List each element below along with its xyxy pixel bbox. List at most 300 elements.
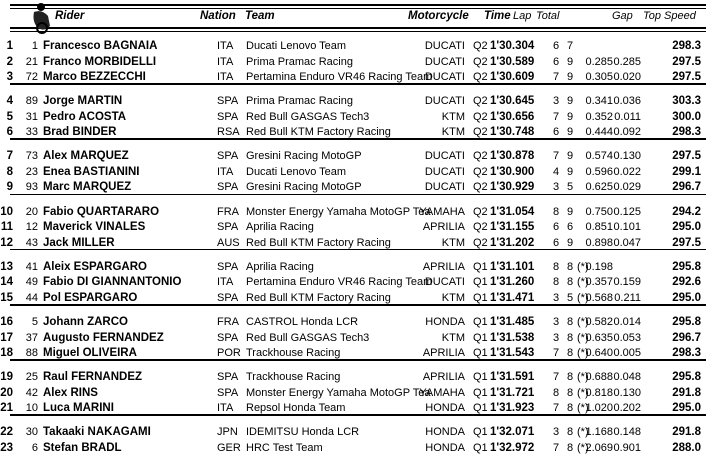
cell-name: Marco BEZZECCHI [43, 71, 146, 83]
header-rule-top-2 [10, 8, 706, 9]
cell-spd: 288.0 [672, 441, 701, 454]
cell-gap: 0.444 [585, 126, 613, 139]
cell-num: 33 [25, 126, 38, 139]
cell-spd: 294.2 [672, 205, 701, 218]
cell-spd: 298.3 [672, 126, 701, 139]
cell-pos: 13 [0, 260, 13, 273]
cell-spd: 295.8 [672, 260, 701, 273]
cell-spd: 299.1 [672, 165, 701, 178]
cell-spd: 303.3 [672, 95, 701, 108]
cell-gap2: 0.148 [613, 426, 641, 439]
cell-team: Monster Energy Yamaha MotoGP Tea [246, 205, 431, 218]
cell-spd: 295.0 [672, 291, 701, 304]
cell-tot: 9 [567, 165, 574, 178]
header-gap: Gap [612, 10, 633, 22]
group-separator [10, 83, 706, 85]
cell-moto: APRILIA [422, 260, 465, 273]
cell-moto: KTM [441, 291, 465, 304]
cell-gap: 0.285 [585, 55, 613, 68]
cell-name: Marc MARQUEZ [43, 181, 132, 194]
cell-sess: Q2 [473, 40, 488, 52]
cell-gap2: 0.029 [613, 181, 641, 194]
cell-num: 6 [31, 441, 38, 454]
cell-pos: 16 [0, 316, 13, 328]
cell-gap2: 0.014 [613, 316, 641, 328]
cell-time: 1'30.929 [490, 181, 535, 194]
cell-nat: FRA [217, 205, 239, 218]
cell-pos: 12 [0, 236, 13, 249]
group-separator [10, 414, 706, 416]
cell-tot: 5 [567, 291, 574, 304]
cell-num: 12 [25, 221, 38, 234]
cell-nat: SPA [217, 221, 239, 234]
cell-moto: DUCATI [424, 55, 465, 68]
cell-lap: 7 [553, 150, 560, 163]
cell-name: Alex RINS [43, 386, 98, 399]
cell-gap: 0.341 [585, 95, 613, 108]
cell-time: 1'31.591 [490, 371, 535, 384]
cell-lap: 7 [553, 110, 560, 123]
cell-num: 1 [31, 40, 38, 52]
cell-spd: 297.5 [672, 71, 701, 83]
cell-moto: DUCATI [424, 71, 465, 83]
cell-lap: 3 [553, 426, 560, 439]
cell-name: Fabio QUARTARARO [43, 205, 160, 218]
cell-pos: 2 [6, 55, 13, 68]
cell-num: 23 [25, 165, 38, 178]
cell-nat: ITA [217, 402, 234, 415]
cell-tot: 9 [567, 110, 574, 123]
cell-ast: (*) [577, 316, 589, 328]
cell-pos: 20 [0, 386, 13, 399]
cell-ast: (*) [577, 331, 589, 344]
group-separator [10, 249, 706, 251]
cell-pos: 23 [0, 441, 13, 454]
cell-nat: SPA [217, 110, 239, 123]
cell-nat: GER [217, 441, 241, 454]
result-row [0, 387, 706, 402]
cell-tot: 6 [567, 221, 574, 234]
header-lap: Lap [513, 10, 532, 22]
cell-spd: 298.3 [672, 40, 701, 52]
cell-gap: 0.357 [585, 276, 613, 289]
cell-spd: 291.8 [672, 386, 701, 399]
cell-moto: APRILIA [422, 371, 465, 384]
cell-name: Franco MORBIDELLI [43, 55, 157, 68]
cell-tot: 8 [567, 347, 574, 359]
cell-gap: 0.851 [585, 221, 613, 234]
cell-gap2: 0.130 [613, 386, 641, 399]
cell-sess: Q1 [473, 276, 488, 289]
cell-gap: 1.020 [585, 402, 613, 415]
cell-tot: 5 [567, 181, 574, 194]
cell-team: Pertamina Enduro VR46 Racing Team [246, 276, 433, 289]
cell-pos: 10 [0, 205, 13, 218]
cell-time: 1'31.721 [490, 386, 535, 399]
cell-tot: 8 [567, 276, 574, 289]
cell-tot: 8 [567, 260, 574, 273]
cell-moto: DUCATI [424, 276, 465, 289]
cell-sess: Q2 [473, 126, 488, 139]
cell-sess: Q2 [473, 181, 488, 194]
cell-nat: ITA [217, 71, 234, 83]
cell-tot: 9 [567, 126, 574, 139]
cell-team: Red Bull GASGAS Tech3 [246, 331, 370, 344]
group-separator [10, 194, 706, 196]
cell-spd: 296.7 [672, 331, 701, 344]
cell-gap: 0.582 [585, 316, 613, 328]
cell-lap: 6 [553, 55, 560, 68]
result-row [0, 95, 706, 110]
cell-lap: 3 [553, 181, 560, 194]
cell-lap: 3 [553, 291, 560, 304]
cell-moto: YAMAHA [419, 386, 465, 399]
cell-nat: SPA [217, 386, 239, 399]
cell-nat: SPA [217, 150, 239, 163]
cell-pos: 5 [6, 110, 13, 123]
cell-spd: 292.6 [672, 276, 701, 289]
cell-num: 31 [25, 110, 38, 123]
cell-time: 1'30.645 [490, 95, 535, 108]
cell-spd: 297.5 [672, 236, 701, 249]
cell-nat: ITA [217, 276, 234, 289]
cell-nat: SPA [217, 95, 239, 108]
cell-ast: (*) [577, 276, 589, 289]
header-top-speed: Top Speed [643, 10, 696, 22]
header-rule-bottom [10, 27, 706, 29]
cell-tot: 9 [567, 236, 574, 249]
cell-nat: SPA [217, 260, 239, 273]
cell-lap: 8 [553, 260, 560, 273]
cell-moto: DUCATI [424, 40, 465, 52]
cell-lap: 7 [553, 402, 560, 415]
cell-moto: DUCATI [424, 150, 465, 163]
cell-gap2: 0.202 [613, 402, 641, 415]
cell-time: 1'31.485 [490, 316, 535, 328]
cell-time: 1'30.304 [490, 40, 535, 52]
cell-ast: (*) [577, 426, 589, 439]
cell-gap2: 0.020 [613, 71, 641, 83]
cell-nat: SPA [217, 331, 239, 344]
cell-gap: 0.568 [585, 291, 613, 304]
result-row [0, 332, 706, 347]
cell-time: 1'30.589 [490, 55, 535, 68]
cell-tot: 8 [567, 386, 574, 399]
cell-pos: 11 [0, 221, 13, 234]
cell-gap: 0.640 [585, 347, 613, 359]
cell-team: Aprilia Racing [246, 260, 314, 273]
cell-name: Brad BINDER [43, 126, 117, 139]
cell-num: 88 [25, 347, 38, 359]
cell-tot: 8 [567, 402, 574, 415]
cell-moto: DUCATI [424, 165, 465, 178]
cell-tot: 8 [567, 371, 574, 384]
cell-gap2: 0.092 [613, 126, 641, 139]
cell-team: Prima Pramac Racing [246, 95, 353, 108]
cell-lap: 6 [553, 40, 560, 52]
cell-spd: 291.8 [672, 426, 701, 439]
cell-spd: 295.0 [672, 221, 701, 234]
result-row [0, 166, 706, 181]
result-row [0, 426, 706, 441]
cell-moto: APRILIA [422, 221, 465, 234]
cell-pos: 3 [6, 71, 13, 83]
result-row [0, 40, 706, 55]
cell-lap: 8 [553, 205, 560, 218]
cell-gap2: 0.125 [613, 205, 641, 218]
cell-spd: 295.8 [672, 371, 701, 384]
header-rule-bottom-2 [10, 31, 706, 32]
result-row [0, 261, 706, 276]
result-row [0, 221, 706, 236]
cell-lap: 6 [553, 221, 560, 234]
header-total: Total [536, 10, 560, 22]
cell-sess: Q2 [473, 150, 488, 163]
cell-ast: (*) [577, 386, 589, 399]
cell-gap2: 0.159 [613, 276, 641, 289]
result-row [0, 276, 706, 291]
cell-sess: Q2 [473, 236, 488, 249]
cell-pos: 4 [6, 95, 13, 108]
cell-nat: FRA [217, 316, 239, 328]
cell-sess: Q2 [473, 55, 488, 68]
result-row [0, 111, 706, 126]
cell-name: Fabio DI GIANNANTONIO [43, 276, 182, 289]
cell-gap2: 0.101 [613, 221, 641, 234]
cell-gap: 1.168 [585, 426, 613, 439]
result-row [0, 206, 706, 221]
cell-num: 43 [25, 236, 38, 249]
cell-name: Pedro ACOSTA [43, 110, 127, 123]
cell-team: Pertamina Enduro VR46 Racing Team [246, 71, 433, 83]
cell-pos: 9 [6, 181, 13, 194]
group-separator [10, 304, 706, 306]
cell-spd: 295.0 [672, 402, 701, 415]
cell-sess: Q1 [473, 260, 488, 273]
cell-gap: 0.574 [585, 150, 613, 163]
cell-pos: 6 [6, 126, 13, 139]
cell-team: HRC Test Team [246, 441, 323, 454]
cell-tot: 8 [567, 316, 574, 328]
result-row [0, 56, 706, 71]
cell-sess: Q1 [473, 441, 488, 454]
cell-team: Ducati Lenovo Team [246, 40, 347, 52]
cell-name: Augusto FERNANDEZ [43, 331, 164, 344]
cell-ast: (*) [577, 441, 589, 454]
cell-num: 5 [31, 316, 38, 328]
cell-moto: KTM [441, 236, 465, 249]
cell-moto: HONDA [425, 441, 465, 454]
cell-sess: Q1 [473, 331, 488, 344]
cell-spd: 300.0 [672, 110, 701, 123]
cell-name: Stefan BRADL [43, 441, 122, 454]
header-time: Time [484, 10, 511, 22]
cell-ast: (*) [577, 402, 589, 415]
cell-lap: 6 [553, 126, 560, 139]
cell-tot: 9 [567, 205, 574, 218]
cell-lap: 3 [553, 316, 560, 328]
cell-lap: 7 [553, 347, 560, 359]
cell-nat: SPA [217, 181, 239, 194]
cell-lap: 4 [553, 165, 560, 178]
cell-name: Maverick VIÑALES [43, 221, 146, 234]
cell-pos: 19 [0, 371, 13, 384]
cell-sess: Q1 [473, 316, 488, 328]
cell-gap2: 0.053 [613, 331, 641, 344]
cell-name: Pol ESPARGARO [43, 291, 138, 304]
cell-spd: 297.5 [672, 150, 701, 163]
cell-moto: KTM [441, 126, 465, 139]
cell-ast: (*) [577, 291, 589, 304]
header-rule-top [10, 4, 706, 6]
cell-name: Luca MARINI [43, 402, 114, 415]
cell-moto: HONDA [425, 316, 465, 328]
cell-sess: Q2 [473, 165, 488, 178]
cell-gap: 0.635 [585, 331, 613, 344]
cell-tot: 9 [567, 71, 574, 83]
cell-team: IDEMITSU Honda LCR [246, 426, 360, 439]
cell-moto: HONDA [425, 426, 465, 439]
cell-pos: 22 [0, 426, 13, 439]
cell-time: 1'30.656 [490, 110, 535, 123]
cell-gap2: 0.022 [613, 165, 641, 178]
cell-pos: 8 [6, 165, 13, 178]
header-motorcycle: Motorcycle [408, 10, 469, 22]
cell-name: Miguel OLIVEIRA [43, 347, 137, 359]
cell-sess: Q2 [473, 95, 488, 108]
cell-ast: (*) [577, 347, 589, 359]
cell-team: Red Bull KTM Factory Racing [246, 291, 391, 304]
cell-tot: 9 [567, 55, 574, 68]
cell-moto: HONDA [425, 402, 465, 415]
cell-ast: (*) [577, 371, 589, 384]
cell-time: 1'31.543 [490, 347, 535, 359]
cell-num: 21 [25, 55, 38, 68]
cell-moto: KTM [441, 110, 465, 123]
cell-team: CASTROL Honda LCR [246, 316, 359, 328]
cell-lap: 6 [553, 236, 560, 249]
cell-num: 49 [25, 276, 38, 289]
cell-gap: 0.198 [585, 260, 613, 273]
cell-gap: 0.688 [585, 371, 613, 384]
result-row [0, 150, 706, 165]
cell-team: Trackhouse Racing [246, 371, 341, 384]
cell-team: Aprilia Racing [246, 221, 314, 234]
cell-gap2: 0.130 [613, 150, 641, 163]
cell-num: 30 [25, 426, 38, 439]
cell-moto: DUCATI [424, 181, 465, 194]
cell-time: 1'32.071 [490, 426, 535, 439]
cell-name: Takaaki NAKAGAMI [43, 426, 151, 439]
cell-sess: Q1 [473, 426, 488, 439]
cell-time: 1'30.748 [490, 126, 535, 139]
cell-sess: Q1 [473, 291, 488, 304]
cell-sess: Q2 [473, 221, 488, 234]
cell-sess: Q2 [473, 71, 488, 83]
cell-name: Raul FERNANDEZ [43, 371, 143, 384]
cell-tot: 8 [567, 426, 574, 439]
cell-name: Francesco BAGNAIA [43, 40, 158, 52]
cell-sess: Q1 [473, 371, 488, 384]
cell-nat: POR [217, 347, 241, 359]
cell-gap: 0.750 [585, 205, 613, 218]
cell-lap: 8 [553, 386, 560, 399]
header-rider: Rider [55, 10, 85, 22]
cell-team: Repsol Honda Team [246, 402, 346, 415]
cell-team: Gresini Racing MotoGP [246, 181, 362, 194]
header-team: Team [245, 10, 275, 22]
cell-team: Monster Energy Yamaha MotoGP Tea [246, 386, 431, 399]
group-separator [10, 138, 706, 140]
cell-time: 1'31.202 [490, 236, 535, 249]
cell-name: Enea BASTIANINI [43, 165, 140, 178]
cell-nat: RSA [217, 126, 240, 139]
cell-team: Ducati Lenovo Team [246, 165, 347, 178]
cell-ast: (*) [577, 260, 589, 273]
cell-name: Johann ZARCO [43, 316, 128, 328]
cell-sess: Q1 [473, 386, 488, 399]
cell-gap2: 0.047 [613, 236, 641, 249]
cell-tot: 8 [567, 331, 574, 344]
cell-sess: Q2 [473, 205, 488, 218]
cell-gap: 0.898 [585, 236, 613, 249]
cell-name: Jack MILLER [43, 236, 115, 249]
cell-pos: 1 [6, 40, 13, 52]
cell-gap2: 0.048 [613, 371, 641, 384]
cell-name: Alex MARQUEZ [43, 150, 129, 163]
cell-spd: 295.8 [672, 316, 701, 328]
cell-gap2: 0.005 [613, 347, 641, 359]
cell-gap2: 0.011 [614, 110, 641, 123]
cell-time: 1'31.054 [490, 205, 535, 218]
cell-sess: Q2 [473, 110, 488, 123]
cell-time: 1'31.260 [490, 276, 535, 289]
result-row [0, 316, 706, 331]
cell-pos: 18 [0, 347, 13, 359]
cell-team: Gresini Racing MotoGP [246, 150, 362, 163]
cell-nat: SPA [217, 291, 239, 304]
result-row [0, 371, 706, 386]
cell-time: 1'30.900 [490, 165, 535, 178]
cell-name: Aleix ESPARGARO [43, 260, 147, 273]
cell-nat: JPN [217, 426, 238, 439]
result-row [0, 442, 706, 457]
cell-gap: 0.352 [585, 110, 613, 123]
cell-sess: Q1 [473, 347, 488, 359]
cell-time: 1'31.471 [490, 291, 535, 304]
cell-num: 10 [25, 402, 38, 415]
cell-lap: 3 [553, 95, 560, 108]
cell-team: Red Bull KTM Factory Racing [246, 126, 391, 139]
cell-pos: 14 [0, 276, 13, 289]
cell-name: Jorge MARTIN [43, 95, 123, 108]
cell-gap2: 0.901 [613, 441, 641, 454]
cell-num: 93 [25, 181, 38, 194]
cell-num: 42 [25, 386, 38, 399]
cell-gap: 2.069 [585, 441, 613, 454]
cell-tot: 9 [567, 95, 574, 108]
cell-gap: 0.625 [585, 181, 613, 194]
cell-pos: 21 [0, 402, 13, 415]
cell-num: 72 [25, 71, 38, 83]
cell-time: 1'32.972 [490, 441, 535, 454]
cell-gap: 0.305 [585, 71, 613, 83]
cell-num: 20 [25, 205, 38, 218]
header-nation: Nation [200, 10, 236, 22]
cell-pos: 15 [0, 291, 13, 304]
cell-nat: ITA [217, 165, 234, 178]
group-separator [10, 359, 706, 361]
